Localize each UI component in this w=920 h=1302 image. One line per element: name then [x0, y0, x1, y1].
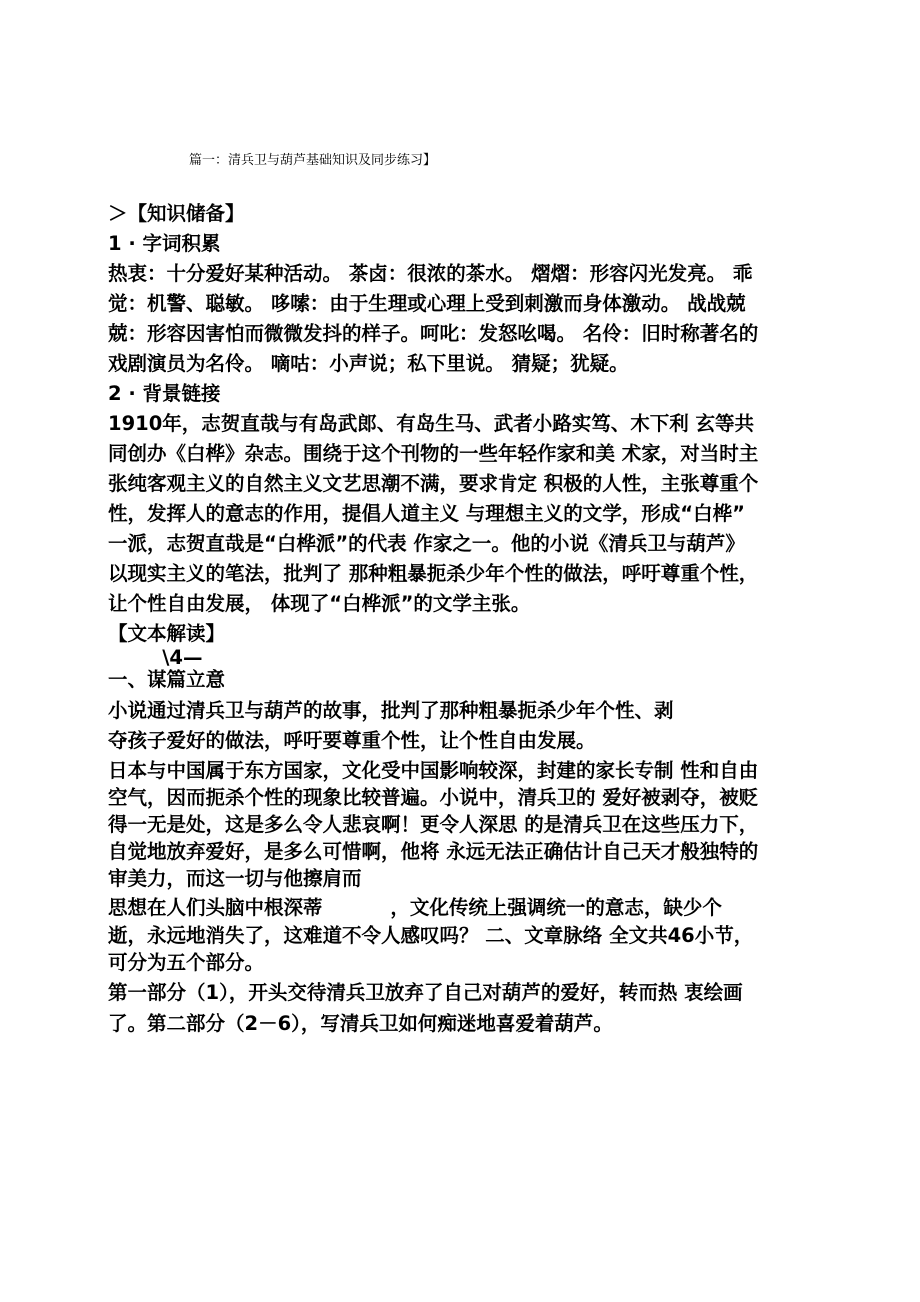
paragraph-line: 热衷：十分爱好某种活动。 茶卤：很浓的茶水。 熠熠：形容闪光发亮。 乖	[108, 262, 753, 285]
paragraph-line: 可分为五个部分。	[108, 951, 265, 974]
paragraph-line: 得一无是处，这是多么令人悲哀啊！更令人深思 的是清兵卫在这些压力下，	[108, 813, 759, 836]
paragraph-line: 日本与中国属于东方国家，文化受中国影响较深，封建的家长专制 性和自由	[108, 759, 759, 782]
paragraph-line: 觉：机警、聪敏。 哆嗦：由于生理或心理上受到刺激而身体激动。 战战兢	[108, 292, 746, 315]
paragraph-line: 空气，因而扼杀个性的现象比较普遍。小说中，清兵卫的 爱好被剥夺，被贬	[108, 786, 759, 809]
paragraph-line: 同创办《白桦》杂志。围绕于这个刊物的一些年轻作家和美 术家，对当时主	[108, 442, 759, 465]
paragraph-line: 自觉地放弃爱好，是多么可惜啊，他将 永远无法正确估计自己天才般独特的	[108, 840, 759, 863]
subheading-background: 2 · 背景链接	[108, 382, 221, 405]
paragraph-line: 性，发挥人的意志的作用，提倡人道主义 与理想主义的文学，形成“白桦”	[108, 502, 745, 525]
paragraph-line: 了。第二部分（2－6），写清兵卫如何痴迷地喜爱着葫芦。	[108, 1012, 613, 1035]
section-heading-knowledge: ＞【知识储备】	[108, 202, 245, 225]
paragraph-line: 夺孩子爱好的做法，呼吁要尊重个性，让个性自由发展。	[108, 729, 596, 752]
paragraph-line: 戏剧演员为名伶。 嘀咕：小声说；私下里说。 猜疑；犹疑。	[108, 352, 629, 375]
section-heading-text-reading: 【文本解读】	[108, 622, 226, 645]
paragraph-line: 第一部分（1），开头交待清兵卫放弃了自己对葫芦的爱好，转而热 衷绘画	[108, 981, 743, 1004]
paragraph-line: 审美力，而这一切与他擦肩而	[108, 867, 362, 890]
paragraph-line: 张纯客观主义的自然主义文艺思潮不满，要求肯定 积极的人性，主张尊重个	[108, 472, 759, 495]
subheading-vocabulary: 1 · 字词积累	[108, 232, 221, 255]
paragraph-line: 以现实主义的笔法，批判了 那种粗暴扼杀少年个性的做法，呼吁尊重个性，	[108, 562, 759, 585]
paragraph-line: 小说通过清兵卫与葫芦的故事，批判了那种粗暴扼杀少年个性、剥	[108, 699, 674, 722]
paragraph-line: 思想在人们头脑中根深蒂 ，文化传统上强调统一的意志，缺少个	[108, 896, 722, 919]
subheading-theme: 一、谋篇立意	[108, 668, 226, 691]
paragraph-line: 1910年，志贺直哉与有岛武郎、有岛生马、武者小路实笃、木下利 玄等共	[108, 412, 755, 435]
page-marker: \4—	[108, 646, 203, 669]
paragraph-line: 逝，永远地消失了，这难道不令人感叹吗？ 二、文章脉络 全文共46小节，	[108, 924, 754, 947]
document-header: 篇一：清兵卫与葫芦基础知识及同步练习】	[189, 153, 437, 168]
paragraph-line: 一派，志贺直哉是“白桦派”的代表 作家之一。他的小说《清兵卫与葫芦》	[108, 532, 745, 555]
paragraph-line: 兢：形容因害怕而微微发抖的样子。呵叱：发怒吆喝。 名伶：旧时称著名的	[108, 322, 759, 345]
paragraph-line: 让个性自由发展， 体现了“白桦派”的文学主张。	[108, 592, 531, 615]
